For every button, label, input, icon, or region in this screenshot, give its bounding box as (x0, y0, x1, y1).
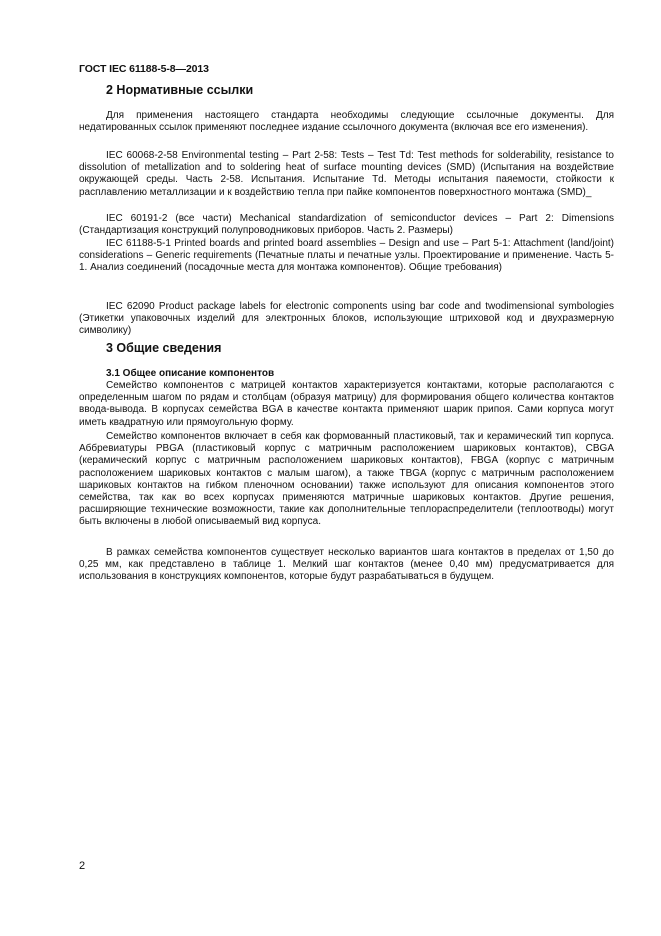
section-2-title: 2 Нормативные ссылки (106, 83, 254, 97)
document-header: ГОСТ IEC 61188-5-8—2013 (79, 63, 209, 75)
section-3-paragraph: Семейство компонентов с матрицей контактов характеризуется контактами, которые располагаются с определенным шагом по рядам и столбцам (образуя матрицу) для формирования общего количества контактов ввода-вывода. В корпусах семейства BGA в качестве контакта применяют шарик припоя. Сами корпуса могут иметь квадратную или прямоугольную форму. (79, 380, 614, 428)
section-3-paragraph: Семейство компонентов включает в себя как формованный пластиковый, так и керамический тип корпуса. Аббревиатуры PBGA (пластиковый корпус с матричным расположением шариковых контактов), CBGA (керамический корпус с матричным расположением шариковых контактов), FBGA (корпус с матричным расположением шариковых контактов с малым шагом), а также TBGA (корпус с матричным расположением шариковых контактов на гибком пленочном основании) также используют для описания компонентов этого семейства, так как во всех корпусах применяются матричные шариковых контактов. Другие решения, расширяющие технические возможности, такие как дополнительные теплораспределители (теплоотводы) могут быть включены в любой описываемый вид корпуса. (79, 431, 614, 528)
subsection-3-1-title: 3.1 Общее описание компонентов (106, 368, 275, 379)
section-3-paragraph: В рамках семейства компонентов существует несколько вариантов шага контактов в пределах от 1,50 до 0,25 мм, как представлено в таблице 1. Мелкий шаг контактов (менее 0,40 мм) предусматривается для использования в конструкциях компонентов, которые будут разрабатываться в будущем. (79, 547, 614, 583)
reference-iec-60068-2-58: IEC 60068-2-58 Environmental testing – Part 2-58: Tests – Test Td: Test methods for solderability, resistance to dissolution of metallization and to soldering heat of surface mounting devices (SMD) (Испытания на воздействие окружающей среды. Часть 2-58. Испытания. Испытание Td. Методы испытания паяемости, стойкости к расплавлению металлизации и к воздействию тепла при пайке компонентов поверхностного монтажа (SMD)_ (79, 150, 614, 198)
page-number: 2 (79, 860, 86, 872)
section-2-paragraph: Для применения настоящего стандарта необходимы следующие ссылочные документы. Для недатированных ссылок применяют последнее издание ссылочного документа (включая все его изменения). (79, 110, 614, 134)
reference-iec-62090: IEC 62090 Product package labels for electronic components using bar code and twodimensional symbologies (Этикетки упаковочных изделий для электронных блоков, использующие штриховой код и двухразмерную символику) (79, 301, 614, 337)
reference-iec-61188-5-1: IEC 61188-5-1 Printed boards and printed board assemblies – Design and use – Part 5-1: Attachment (land/joint) considerations – Generic requirements (Печатные платы и печатные узлы. Проектирование и применение. Часть 5-1. Анализ соединений (посадочные места для монтажа компонентов). Общие требования) (79, 238, 614, 274)
section-3-title: 3 Общие сведения (106, 341, 222, 355)
reference-iec-60191-2: IEC 60191-2 (все части) Mechanical standardization of semiconductor devices – Part 2: Dimensions (Стандартизация конструкций полупроводниковых приборов. Часть 2. Размеры) (79, 213, 614, 237)
